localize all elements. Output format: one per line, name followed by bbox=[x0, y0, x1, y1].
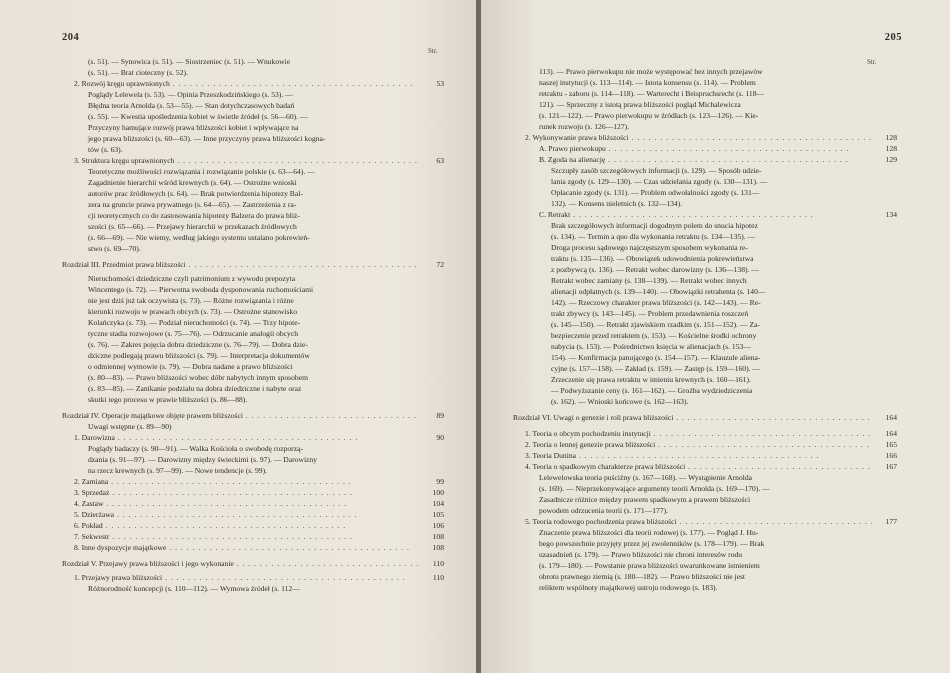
toc-entry bbox=[62, 487, 444, 498]
toc-page-number: 63 bbox=[436, 156, 444, 165]
toc-page-number: 99 bbox=[436, 477, 444, 486]
toc-text-line: reliktem wspólnoty majątkowej ustroju rodowego (s. 183). bbox=[539, 583, 718, 592]
toc-page-number: 108 bbox=[432, 543, 444, 552]
toc-text-line: Znaczenie prawa bliższości dla teorii rodowej (s. 177). — Pogląd J. Hu- bbox=[539, 528, 759, 537]
toc-text-line: (s. 145—150). — Retrakt zjawiskiem rzadkim (s. 151—152). — Za- bbox=[551, 320, 760, 329]
toc-entry-title: 3. Sprzedaż . . . bbox=[62, 487, 420, 498]
toc-text-line: — Podwyższanie ceny (s. 161—162). — Groźba wydziedziczenia bbox=[551, 386, 753, 395]
toc-text-line: alienacji odpłatnych (s. 139—140). — Obowiązki retrahenta (s. 140— bbox=[551, 287, 766, 296]
toc-entry-title: 6. Pokład . . . bbox=[62, 520, 420, 531]
toc-page-number: 166 bbox=[885, 451, 897, 460]
toc-chapter-title: Rozdział IV. Operacje majątkowe objęte prawem bliższości . . . bbox=[62, 410, 420, 421]
toc-text-line: naszej instytucji (s. 113—114). — Istota konsensu (s. 114). — Problem bbox=[539, 78, 756, 87]
toc-page-number: 53 bbox=[436, 79, 444, 88]
toc-text-line: Poglądy badaczy (s. 90—91). — Walka Kościoła o swobodę rozporzą- bbox=[88, 444, 303, 453]
toc-text-line: Opłacanie zgody (s. 131). — Problem odwołalności zgody (s. 131— bbox=[551, 188, 760, 197]
toc-text-line: 113). — Prawo pierwokupu nie może występować bez innych przejawów bbox=[539, 67, 763, 76]
toc-text-line: cji teoretycznych co do zastosowania hipotezy Balzera do prawa bliż- bbox=[88, 211, 300, 220]
toc-entry-title: 5. Dzierżawa . . . bbox=[62, 509, 420, 520]
str-column-label-right: Str. bbox=[867, 58, 877, 66]
toc-page-number: 110 bbox=[432, 573, 444, 582]
toc-text-line: Szczupły zasób szczegółowych informacji (s. 129). — Sposób udzie- bbox=[551, 166, 762, 175]
toc-entry-title: 4. Zastaw . . . bbox=[62, 498, 420, 509]
toc-entry bbox=[513, 132, 897, 143]
toc-entry bbox=[513, 154, 897, 165]
toc-text-line: Różnorodność koncepcji (s. 110—112). — Wymowa źródeł (s. 112— bbox=[88, 584, 300, 593]
toc-text-line: Droga procesu sądowego najczęstszym sposobem wykonania re- bbox=[551, 243, 748, 252]
toc-entry-title: 2. Teoria o lennej genezie prawa bliższości . . . bbox=[513, 439, 873, 450]
toc-text-line: o odmiennej wymowie (s. 79). — Dobra nadane a prawo bliższości bbox=[88, 362, 293, 371]
toc-text-line: 142). — Rzeczowy charakter prawa bliższości (s. 142—143). — Re- bbox=[551, 298, 761, 307]
right-page-content bbox=[513, 66, 897, 593]
toc-chapter bbox=[62, 259, 444, 270]
toc-chapter-title: Rozdział VI. Uwagi o genezie i roli prawa bliższości . . . bbox=[513, 412, 873, 423]
toc-text-line: Zasadnicze różnice między prawem spadkowym a prawem bliższości bbox=[539, 495, 751, 504]
toc-entry-title: 1. Przejawy prawa bliższości . . . bbox=[62, 572, 420, 583]
toc-entry-title: C. Retrakt . . . bbox=[513, 209, 873, 220]
toc-text-line: runek rozwoju (s. 126—127). bbox=[539, 122, 630, 131]
toc-entry bbox=[62, 520, 444, 531]
toc-entry bbox=[62, 432, 444, 443]
toc-page-number: 100 bbox=[432, 488, 444, 497]
toc-chapter bbox=[62, 558, 444, 569]
toc-entry-title: 3. Struktura kręgu uprawnionych . . . bbox=[62, 155, 420, 166]
toc-text-line: (s. 51). — Synowica (s. 51). — Siostrzeniec (s. 51). — Wnukowie bbox=[88, 57, 291, 66]
toc-chapter-title: Rozdział V. Przejawy prawa bliższości i jego wykonanie . . . bbox=[62, 558, 420, 569]
toc-entry bbox=[62, 572, 444, 583]
toc-entry-title: B. Zgoda na alienację . . . bbox=[513, 154, 873, 165]
toc-text-line: kierunki rozwoju w prawach obcych (s. 73). — Ostrożne stanowisko bbox=[88, 307, 297, 316]
toc-text-line: Błędna teoria Arnolda (s. 53—55). — Stan dotychczasowych badań bbox=[88, 101, 295, 110]
toc-chapter bbox=[62, 410, 444, 421]
toc-text-line: 121). — Sprzeczny z istotą prawa bliższości pogląd Michalewicza bbox=[539, 100, 741, 109]
toc-text-line: Uwagi wstępne (s. 89—90) bbox=[88, 422, 172, 431]
toc-entry-title: 1. Teoria o obcym pochodzeniu instytucji . . . bbox=[513, 428, 873, 439]
toc-text-line: trakt zbywcy (s. 143—145). — Problem przedawnienia roszczeń bbox=[551, 309, 749, 318]
toc-page-number: 128 bbox=[885, 133, 897, 142]
toc-text-line: traktu (s. 135—136). — Obowiązek udowodnienia pokrewieństwa bbox=[551, 254, 754, 263]
toc-text-line: (s. 66—69). — Nie wiemy, według jakiego systemu ustalano pokrewień- bbox=[88, 233, 310, 242]
toc-entry-title: 8. Inne dyspozycje majątkowe . . . bbox=[62, 542, 420, 553]
toc-text-line: (s. 83—85). — Zanikanie podziału na dobra dziedziczne i nabyte oraz bbox=[88, 384, 302, 393]
toc-text-line: (s. 162). — Wnioski końcowe (s. 162—163). bbox=[551, 397, 689, 406]
toc-entry-title: 7. Sekwestr . . . bbox=[62, 531, 420, 542]
toc-text-line: Poglądy Lelewela (s. 53). — Opinia Przeszkodzińskiego (s. 53). — bbox=[88, 90, 293, 99]
toc-page-number: 110 bbox=[432, 559, 444, 568]
toc-page-number: 128 bbox=[885, 144, 897, 153]
toc-text-line: uzasadnień (s. 179). — Prawo bliższości nie chroni interesów rodu bbox=[539, 550, 743, 559]
toc-text-line: (s. 76). — Zakres pojęcia dobra dziedziczne (s. 76—79). — Dobra dzie- bbox=[88, 340, 308, 349]
toc-page-number: 105 bbox=[432, 510, 444, 519]
toc-text-line: 154). — Konfirmacja panującego (s. 154—157). — Klauzule aliena- bbox=[551, 353, 761, 362]
toc-page-number: 164 bbox=[885, 429, 897, 438]
toc-text-line: (s. 51). — Brat cioteczny (s. 52). bbox=[88, 68, 188, 77]
toc-text-line: Retrakt wobec zamiany (s. 138—139). — Retrakt wobec innych bbox=[551, 276, 747, 285]
toc-page-number: 106 bbox=[432, 521, 444, 530]
toc-page-number: 134 bbox=[885, 210, 897, 219]
toc-entry bbox=[513, 143, 897, 154]
toc-text-line: Teoretyczne możliwości rozwiązania i rozwiązanie polskie (s. 63—64). — bbox=[88, 167, 315, 176]
toc-text-line: cyjne (s. 157—158). — Zakład (s. 159). — Zastęp (s. 159—160). — bbox=[551, 364, 761, 373]
toc-entry bbox=[62, 78, 444, 89]
toc-text-line: nabycia (s. 153). — Pośrednictwo księcia w alienacjach (s. 153— bbox=[551, 342, 751, 351]
toc-text-line: (s. 179—180). — Powstanie prawa bliższości uwarunkowane istnieniem bbox=[539, 561, 760, 570]
toc-entry bbox=[62, 531, 444, 542]
toc-entry bbox=[62, 155, 444, 166]
toc-text-line: nie jest dziś już tak oczywista (s. 73). — Różne rozwiązania i różne bbox=[88, 296, 294, 305]
str-column-label-left: Str. bbox=[428, 47, 438, 55]
toc-text-line: z pozbywcą (s. 136). — Retrakt wobec darowizny (s. 136—138). — bbox=[551, 265, 759, 274]
toc-text-line: bego powszechnie przyjęty przez jej zwolenników (s. 178—179). — Brak bbox=[539, 539, 765, 548]
page-number-left: 204 bbox=[62, 32, 80, 43]
toc-entry-title: 3. Teoria Dunina . . . bbox=[513, 450, 873, 461]
toc-entry-title: 2. Rozwój kręgu uprawnionych . . . bbox=[62, 78, 420, 89]
toc-text-line: powodem odrzucenia teorii (s. 171—177). bbox=[539, 506, 669, 515]
toc-chapter-title: Rozdział III. Przedmiot prawa bliższości . . . bbox=[62, 259, 420, 270]
toc-text-line: Zagadnienie hierarchii wśród krewnych (s. 64). — Ostrożne wnioski bbox=[88, 178, 297, 187]
page-number-right: 205 bbox=[884, 32, 902, 43]
toc-text-line: (s. 80—83). — Prawo bliższości wobec dóbr nabytych innym sposobem bbox=[88, 373, 308, 382]
toc-entry-title: 2. Zamiana . . . bbox=[62, 476, 420, 487]
toc-entry-title: A. Prawo pierwokupu . . . bbox=[513, 143, 873, 154]
toc-entry bbox=[513, 428, 897, 439]
toc-text-line: skutki tego procesu w prawie bliższości (s. 86—88). bbox=[88, 395, 248, 404]
toc-text-line: obrotu prawnego ziemią (s. 180—182). — Prawo bliższości nie jest bbox=[539, 572, 746, 581]
toc-text-line: bezpieczenie przed retraktem (s. 153). — Kościelne środki ochrony bbox=[551, 331, 757, 340]
toc-text-line: (s. 134). — Termin a quo dla wykonania retraktu (s. 134—135). — bbox=[551, 232, 756, 241]
toc-text-line: tyczne stadia rozwojowe (s. 75—76). — Odrzucanie analogii obcych bbox=[88, 329, 299, 338]
toc-text-line: Przyczyny hamujące rozwój prawa bliższości kobiet i wpływające na bbox=[88, 123, 299, 132]
toc-page-number: 165 bbox=[885, 440, 897, 449]
toc-text-line: zera na gruncie prawa prywatnego (s. 64—65). — Zastrzeżenia z ra- bbox=[88, 200, 297, 209]
toc-text-line: tów (s. 63). bbox=[88, 145, 123, 154]
left-page-content bbox=[62, 56, 444, 594]
toc-text-line: Kolańczyka (s. 73). — Podział nieruchomości (s. 74). — Trzy hipote- bbox=[88, 318, 301, 327]
toc-page-number: 89 bbox=[436, 411, 444, 420]
toc-page-number: 72 bbox=[436, 260, 444, 269]
toc-page-number: 90 bbox=[436, 433, 444, 442]
toc-text-line: (s. 121—122). — Prawo pierwokupu w źródłach (s. 123—126). — Kie- bbox=[539, 111, 759, 120]
toc-text-line: Lelewelowska teoria puściźny (s. 167—168). — Wystąpienie Arnolda bbox=[539, 473, 753, 482]
toc-page-number: 167 bbox=[885, 462, 897, 471]
toc-page-number: 164 bbox=[885, 413, 897, 422]
toc-text-line: dziczne podlegają prawu bliższości (s. 79). — Interpretacja dokumentów bbox=[88, 351, 310, 360]
toc-page-number: 108 bbox=[432, 532, 444, 541]
toc-text-line: Zrzeczenie się prawa retraktu w imieniu krewnych (s. 160—161). bbox=[551, 375, 751, 384]
toc-entry-title: 5. Teoria rodowego pochodzenia prawa bliższości . . . bbox=[513, 516, 873, 527]
toc-text-line: szości (s. 65—66). — Przejawy hierarchii w przekazach źródłowych bbox=[88, 222, 297, 231]
toc-entry-title: 2. Wykonywanie prawa bliższości . . . bbox=[513, 132, 873, 143]
toc-page-number: 129 bbox=[885, 155, 897, 164]
toc-entry bbox=[513, 461, 897, 472]
toc-chapter bbox=[513, 412, 897, 423]
toc-entry bbox=[513, 516, 897, 527]
toc-text-line: Wincentego (s. 72). — Pierwotna swoboda dysponowania ruchomościami bbox=[88, 285, 314, 294]
toc-text-line: jego prawa bliższości (s. 60—63). — Inne przyczyny prawa bliższości kogna- bbox=[88, 134, 326, 143]
toc-entry bbox=[513, 209, 897, 220]
toc-entry bbox=[62, 542, 444, 553]
toc-text-line: dzania (s. 91—97). — Darowizny między świeckimi (s. 97). — Darowizny bbox=[88, 455, 318, 464]
toc-entry bbox=[513, 450, 897, 461]
toc-text-line: retraktu - zaboru (s. 114—118). — Warterecht i Beispruchsrecht (s. 118— bbox=[539, 89, 765, 98]
toc-page-number: 104 bbox=[432, 499, 444, 508]
right-page bbox=[481, 0, 950, 673]
toc-text-line: (s. 55). — Kwestia upośledzenia kobiet w świetle źródeł (s. 56—60). — bbox=[88, 112, 308, 121]
toc-text-line: Nieruchomości dziedziczne czyli patrimonium z wywodu prepozyta bbox=[88, 274, 296, 283]
toc-entry bbox=[62, 476, 444, 487]
toc-entry-title: 4. Teoria o spadkowym charakterze prawa bliższości . . . bbox=[513, 461, 873, 472]
toc-entry bbox=[513, 439, 897, 450]
toc-text-line: Brak szczegółowych informacji dogodnym polem do snucia hipotez bbox=[551, 221, 758, 230]
toc-entry bbox=[62, 498, 444, 509]
toc-text-line: autorów prac źródłowych (s. 64). — Brak potwierdzenia hipotezy Bal- bbox=[88, 189, 303, 198]
toc-page-number: 177 bbox=[885, 517, 897, 526]
toc-text-line: lania zgody (s. 129—130). — Czas udzielania zgody (s. 130—131). — bbox=[551, 177, 768, 186]
toc-text-line: na rzecz krewnych (s. 97—99). — Nowe tendencje (s. 99). bbox=[88, 466, 268, 475]
toc-entry bbox=[62, 509, 444, 520]
toc-entry-title: 1. Darowizna . . . bbox=[62, 432, 420, 443]
toc-text-line: stwo (s. 69—70). bbox=[88, 244, 141, 253]
toc-text-line: 132). — Konsens nieletnich (s. 132—134). bbox=[551, 199, 683, 208]
toc-text-line: (s. 169). — Nieprzekonywające argumenty teorii Arnolda (s. 169—170). — bbox=[539, 484, 770, 493]
